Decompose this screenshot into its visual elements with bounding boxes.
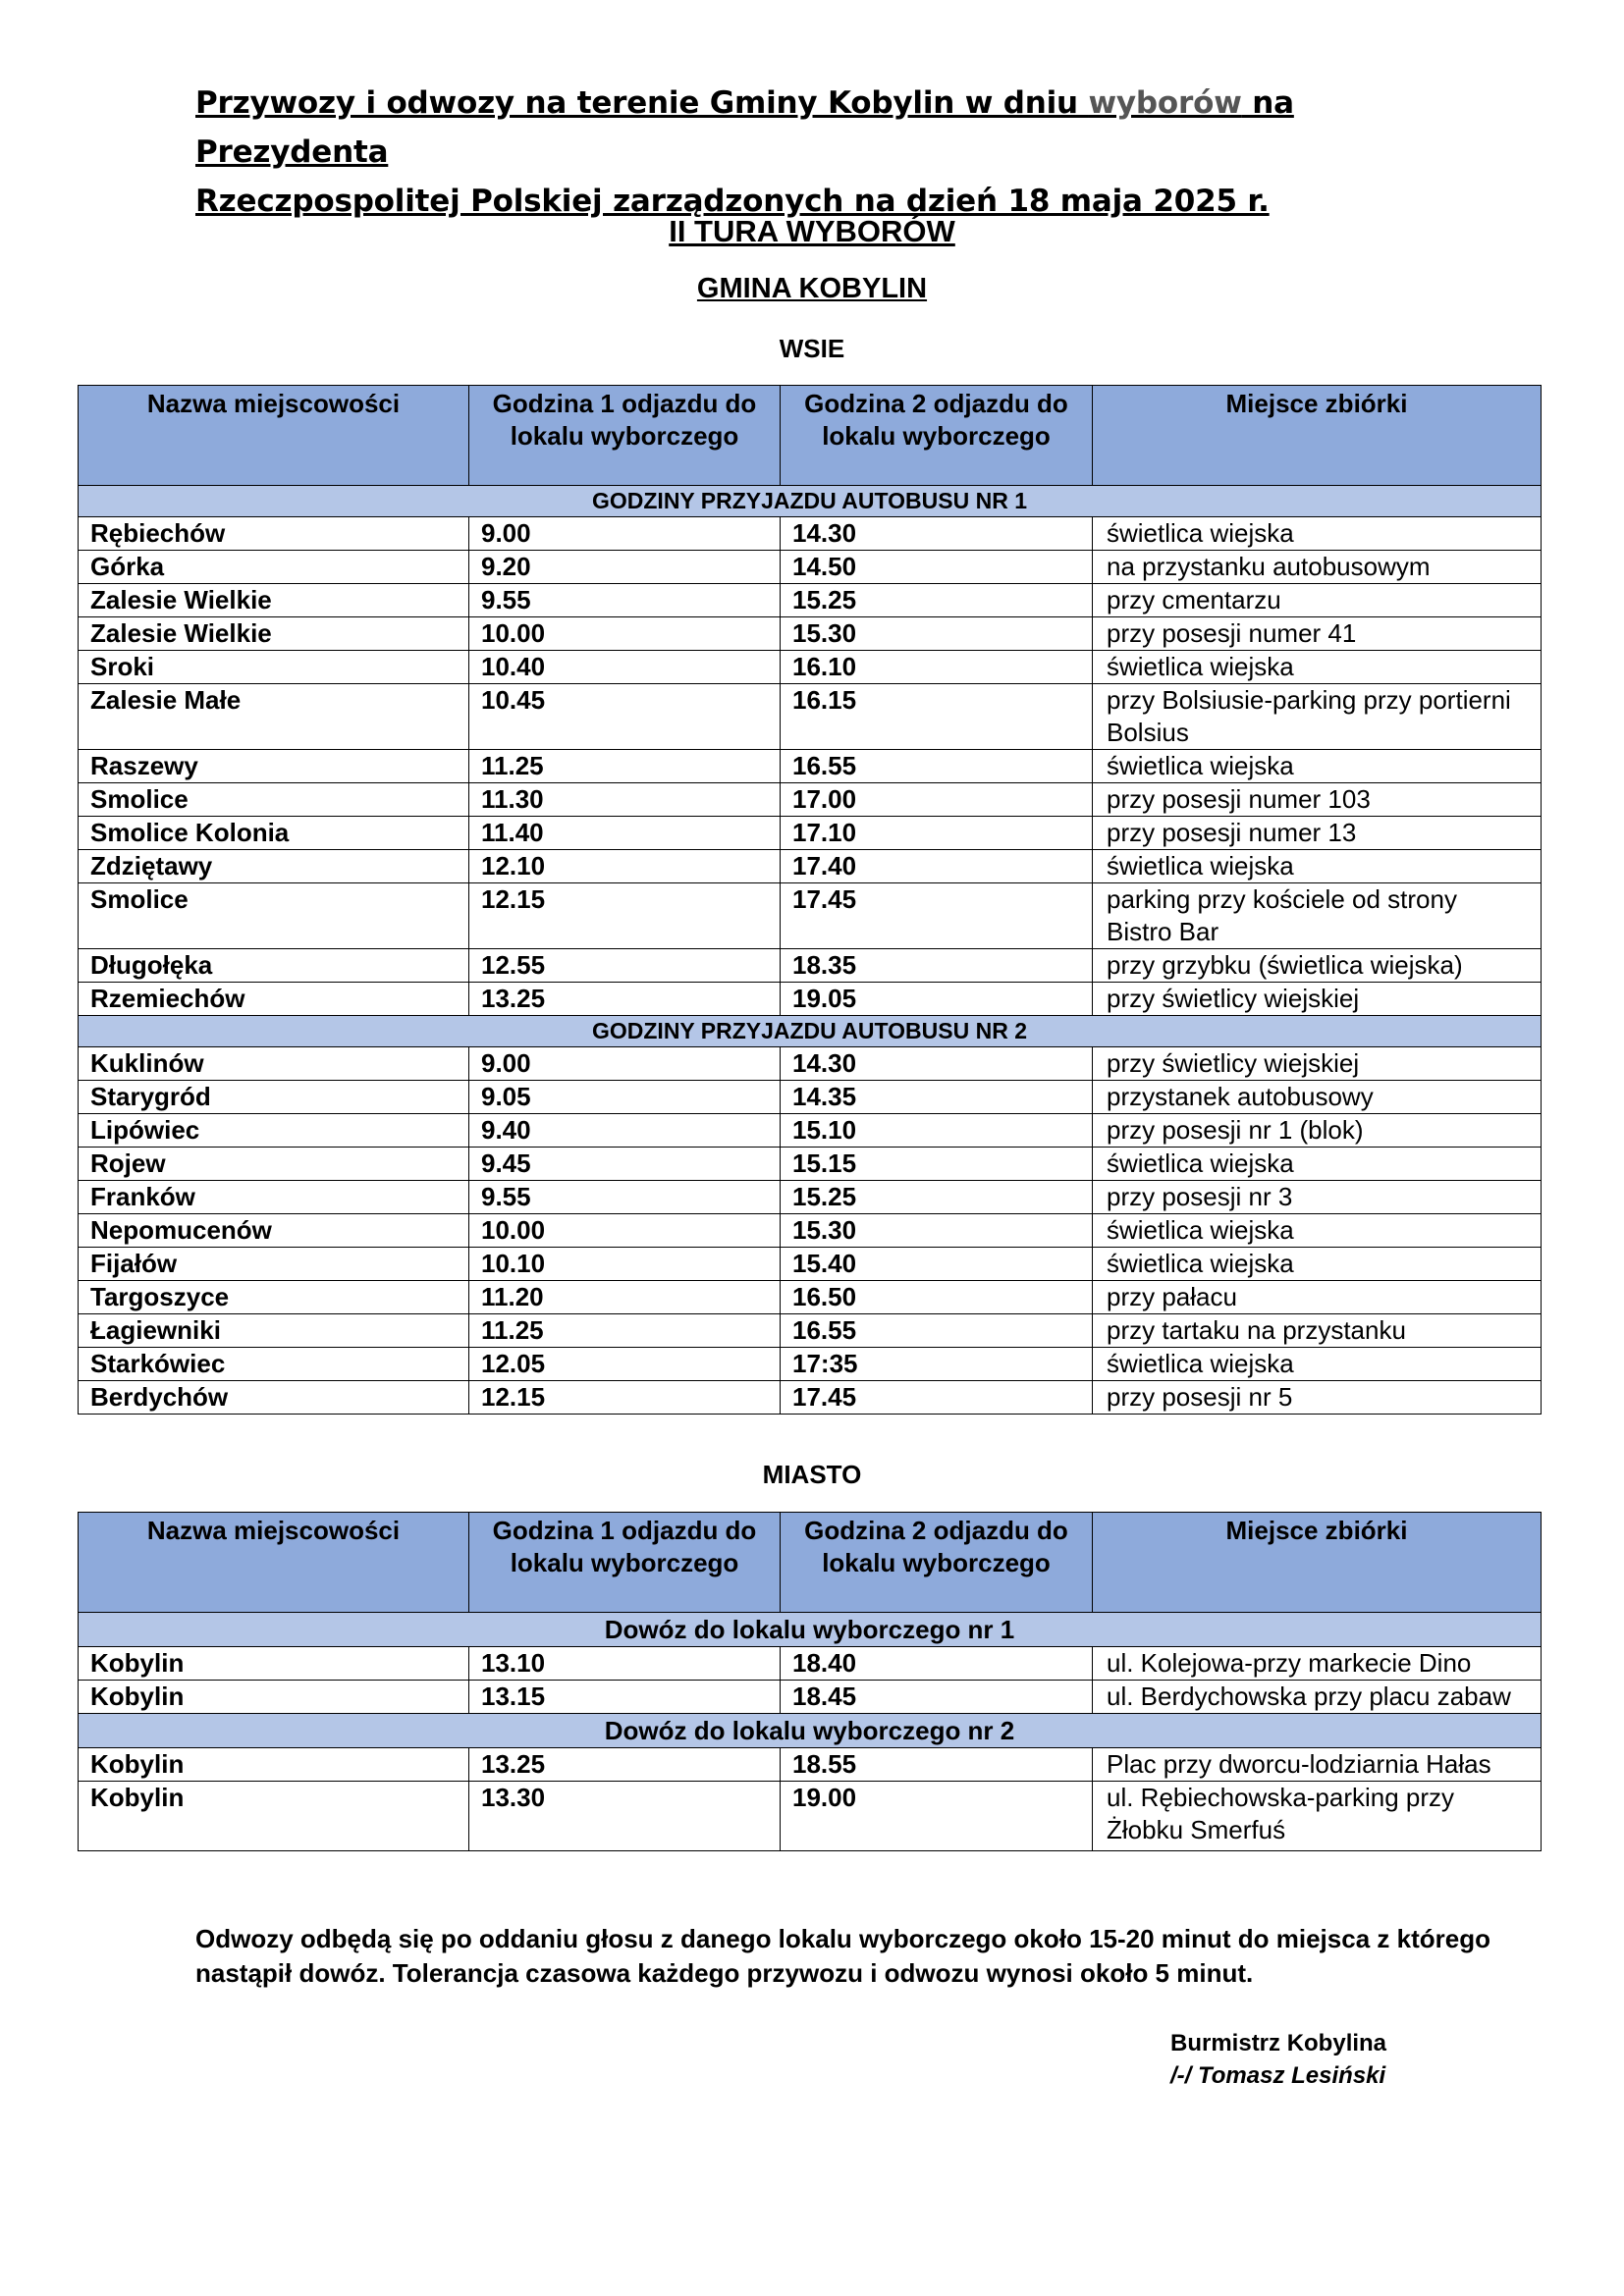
locality-name: Smolice Kolonia — [79, 817, 469, 850]
departure-2-time: 19.05 — [781, 983, 1093, 1016]
locality-name: Fijałów — [79, 1248, 469, 1281]
departure-2-time: 15.15 — [781, 1148, 1093, 1181]
table-row — [79, 883, 1542, 949]
meeting-place: świetlica wiejska — [1093, 850, 1542, 883]
table-row — [79, 1647, 1542, 1681]
locality-name: Zalesie Małe — [79, 684, 469, 750]
header-meeting-place: Miejsce zbiórki — [1093, 1513, 1542, 1613]
departure-2-time: 17.10 — [781, 817, 1093, 850]
locality-name: Kobylin — [79, 1782, 469, 1851]
table-row — [79, 783, 1542, 817]
meeting-place: świetlica wiejska — [1093, 517, 1542, 551]
departure-2-time: 14.30 — [781, 1047, 1093, 1081]
departure-1-time: 12.15 — [469, 1381, 781, 1415]
meeting-place: parking przy kościele od strony Bistro Bar — [1093, 883, 1542, 949]
document-title — [195, 79, 1472, 226]
departure-1-time: 12.15 — [469, 883, 781, 949]
meeting-place: świetlica wiejska — [1093, 651, 1542, 684]
table-row — [79, 1148, 1542, 1181]
meeting-place: przy cmentarzu — [1093, 584, 1542, 617]
departure-1-time: 9.00 — [469, 1047, 781, 1081]
locality-name: Zalesie Wielkie — [79, 584, 469, 617]
group-band-row — [79, 1016, 1542, 1047]
locality-name: Kobylin — [79, 1647, 469, 1681]
locality-name: Targoszyce — [79, 1281, 469, 1314]
departure-1-time: 10.00 — [469, 617, 781, 651]
header-departure-1: Godzina 1 odjazdu do lokalu wyborczego — [469, 386, 781, 486]
table-row — [79, 1047, 1542, 1081]
departure-1-time: 13.30 — [469, 1782, 781, 1851]
locality-name: Raszewy — [79, 750, 469, 783]
departure-2-time: 18.40 — [781, 1647, 1093, 1681]
meeting-place: przy posesji numer 41 — [1093, 617, 1542, 651]
departure-2-time: 17:35 — [781, 1348, 1093, 1381]
departure-2-time: 17.40 — [781, 850, 1093, 883]
table-row — [79, 1381, 1542, 1415]
municipality-heading: GMINA KOBYLIN — [696, 273, 928, 304]
locality-name: Kobylin — [79, 1748, 469, 1782]
departure-2-time: 18.45 — [781, 1681, 1093, 1714]
locality-name: Lipówiec — [79, 1114, 469, 1148]
locality-name: Rojew — [79, 1148, 469, 1181]
locality-name: Łagiewniki — [79, 1314, 469, 1348]
departure-2-time: 17.45 — [781, 1381, 1093, 1415]
departure-1-time: 11.25 — [469, 750, 781, 783]
locality-name: Rzemiechów — [79, 983, 469, 1016]
table-row — [79, 584, 1542, 617]
departure-1-time: 13.15 — [469, 1681, 781, 1714]
meeting-place: przy posesji nr 3 — [1093, 1181, 1542, 1214]
locality-name: Sroki — [79, 651, 469, 684]
meeting-place: przy tartaku na przystanku — [1093, 1314, 1542, 1348]
table-row — [79, 1782, 1542, 1851]
footnote: Odwozy odbędą się po oddaniu głosu z danego lokalu wyborczego około 15-20 minut do miejsca z którego nastąpił dowóz. Tolerancja czasowa każdego przywozu i odwozu wynosi około 5 minut. — [195, 1924, 1490, 1988]
header-departure-2: Godzina 2 odjazdu do lokalu wyborczego — [781, 1513, 1093, 1613]
locality-name: Smolice — [79, 783, 469, 817]
table-row — [79, 1114, 1542, 1148]
departure-2-time: 15.40 — [781, 1248, 1093, 1281]
meeting-place: Plac przy dworcu-lodziarnia Hałas — [1093, 1748, 1542, 1782]
departure-2-time: 15.30 — [781, 617, 1093, 651]
table-row — [79, 1348, 1542, 1381]
signature-title: Burmistrz Kobylina — [1170, 2030, 1387, 2056]
meeting-place: przystanek autobusowy — [1093, 1081, 1542, 1114]
table-row — [79, 817, 1542, 850]
meeting-place: przy świetlicy wiejskiej — [1093, 983, 1542, 1016]
departure-2-time: 16.50 — [781, 1281, 1093, 1314]
locality-name: Starygród — [79, 1081, 469, 1114]
departure-1-time: 9.40 — [469, 1114, 781, 1148]
meeting-place: świetlica wiejska — [1093, 1148, 1542, 1181]
header-name: Nazwa miejscowości — [79, 1513, 469, 1613]
meeting-place: przy grzybku (świetlica wiejska) — [1093, 949, 1542, 983]
table-row — [79, 1214, 1542, 1248]
locality-name: Starkówiec — [79, 1348, 469, 1381]
meeting-place: świetlica wiejska — [1093, 1248, 1542, 1281]
group-band: GODZINY PRZYJAZDU AUTOBUSU NR 1 — [79, 486, 1542, 517]
locality-name: Zdziętawy — [79, 850, 469, 883]
meeting-place: świetlica wiejska — [1093, 750, 1542, 783]
table-row — [79, 517, 1542, 551]
departure-2-time: 17.00 — [781, 783, 1093, 817]
departure-1-time: 11.30 — [469, 783, 781, 817]
departure-1-time: 12.10 — [469, 850, 781, 883]
locality-name: Berdychów — [79, 1381, 469, 1415]
departure-1-time: 11.40 — [469, 817, 781, 850]
meeting-place: ul. Berdychowska przy placu zabaw — [1093, 1681, 1542, 1714]
villages-heading: WSIE — [779, 334, 845, 363]
meeting-place: przy posesji numer 13 — [1093, 817, 1542, 850]
group-band-row — [79, 486, 1542, 517]
header-meeting-place: Miejsce zbiórki — [1093, 386, 1542, 486]
departure-1-time: 9.00 — [469, 517, 781, 551]
locality-name: Franków — [79, 1181, 469, 1214]
departure-2-time: 15.30 — [781, 1214, 1093, 1248]
departure-1-time: 10.10 — [469, 1248, 781, 1281]
table-row — [79, 1248, 1542, 1281]
group-band-row — [79, 1714, 1542, 1748]
locality-name: Długołęka — [79, 949, 469, 983]
departure-2-time: 17.45 — [781, 883, 1093, 949]
departure-2-time: 14.30 — [781, 517, 1093, 551]
group-band: Dowóz do lokalu wyborczego nr 2 — [79, 1714, 1542, 1748]
meeting-place: przy pałacu — [1093, 1281, 1542, 1314]
departure-1-time: 10.00 — [469, 1214, 781, 1248]
header-departure-1: Godzina 1 odjazdu do lokalu wyborczego — [469, 1513, 781, 1613]
table-row — [79, 1281, 1542, 1314]
departure-1-time: 13.25 — [469, 1748, 781, 1782]
meeting-place: świetlica wiejska — [1093, 1214, 1542, 1248]
departure-2-time: 14.35 — [781, 1081, 1093, 1114]
locality-name: Smolice — [79, 883, 469, 949]
departure-2-time: 16.55 — [781, 750, 1093, 783]
table-row — [79, 750, 1542, 783]
meeting-place: ul. Rębiechowska-parking przy Żłobku Smerfuś — [1093, 1782, 1542, 1851]
table-row — [79, 850, 1542, 883]
meeting-place: przy posesji nr 1 (blok) — [1093, 1114, 1542, 1148]
locality-name: Zalesie Wielkie — [79, 617, 469, 651]
departure-1-time: 12.55 — [469, 949, 781, 983]
title-line2: Rzeczpospolitej Polskiej zarządzonych na dzień 18 maja 2025 r. — [195, 184, 1270, 219]
meeting-place: na przystanku autobusowym — [1093, 551, 1542, 584]
header-departure-2: Godzina 2 odjazdu do lokalu wyborczego — [781, 386, 1093, 486]
departure-1-time: 11.20 — [469, 1281, 781, 1314]
departure-1-time: 9.55 — [469, 1181, 781, 1214]
departure-2-time: 16.15 — [781, 684, 1093, 750]
locality-name: Górka — [79, 551, 469, 584]
departure-2-time: 18.55 — [781, 1748, 1093, 1782]
town-heading: MIASTO — [762, 1460, 862, 1489]
departure-1-time: 10.40 — [469, 651, 781, 684]
departure-2-time: 19.00 — [781, 1782, 1093, 1851]
departure-2-time: 14.50 — [781, 551, 1093, 584]
table-row — [79, 1748, 1542, 1782]
table-row — [79, 651, 1542, 684]
town-table — [78, 1512, 1542, 1851]
departure-1-time: 9.55 — [469, 584, 781, 617]
departure-2-time: 16.10 — [781, 651, 1093, 684]
group-band: GODZINY PRZYJAZDU AUTOBUSU NR 2 — [79, 1016, 1542, 1047]
departure-1-time: 13.25 — [469, 983, 781, 1016]
title-part1: Przywozy i odwozy na terenie Gminy Kobylin w dniu — [195, 85, 1089, 121]
table-row — [79, 617, 1542, 651]
departure-1-time: 9.45 — [469, 1148, 781, 1181]
title-part2: na Prezydenta — [195, 85, 1294, 170]
meeting-place: przy Bolsiusie-parking przy portierni Bolsius — [1093, 684, 1542, 750]
departure-2-time: 16.55 — [781, 1314, 1093, 1348]
table-row — [79, 551, 1542, 584]
signature-name: /-/ Tomasz Lesiński — [1170, 2062, 1386, 2089]
locality-name: Kuklinów — [79, 1047, 469, 1081]
header-name: Nazwa miejscowości — [79, 386, 469, 486]
table-row — [79, 949, 1542, 983]
meeting-place: świetlica wiejska — [1093, 1348, 1542, 1381]
locality-name: Rębiechów — [79, 517, 469, 551]
departure-1-time: 9.20 — [469, 551, 781, 584]
table-header-row — [79, 1513, 1542, 1613]
round-heading: II TURA WYBORÓW — [669, 214, 955, 248]
title-highlight: wyborów — [1088, 85, 1242, 121]
departure-2-time: 15.25 — [781, 584, 1093, 617]
departure-2-time: 18.35 — [781, 949, 1093, 983]
table-row — [79, 983, 1542, 1016]
departure-1-time: 10.45 — [469, 684, 781, 750]
group-band-row — [79, 1613, 1542, 1647]
locality-name: Nepomucenów — [79, 1214, 469, 1248]
meeting-place: ul. Kolejowa-przy markecie Dino — [1093, 1647, 1542, 1681]
table-row — [79, 1681, 1542, 1714]
departure-1-time: 12.05 — [469, 1348, 781, 1381]
departure-2-time: 15.25 — [781, 1181, 1093, 1214]
departure-1-time: 9.05 — [469, 1081, 781, 1114]
table-row — [79, 684, 1542, 750]
group-band: Dowóz do lokalu wyborczego nr 1 — [79, 1613, 1542, 1647]
table-row — [79, 1081, 1542, 1114]
departure-1-time: 11.25 — [469, 1314, 781, 1348]
meeting-place: przy świetlicy wiejskiej — [1093, 1047, 1542, 1081]
departure-1-time: 13.10 — [469, 1647, 781, 1681]
meeting-place: przy posesji nr 5 — [1093, 1381, 1542, 1415]
table-row — [79, 1314, 1542, 1348]
table-row — [79, 1181, 1542, 1214]
meeting-place: przy posesji numer 103 — [1093, 783, 1542, 817]
departure-2-time: 15.10 — [781, 1114, 1093, 1148]
locality-name: Kobylin — [79, 1681, 469, 1714]
table-header-row — [79, 386, 1542, 486]
villages-table — [78, 385, 1542, 1415]
